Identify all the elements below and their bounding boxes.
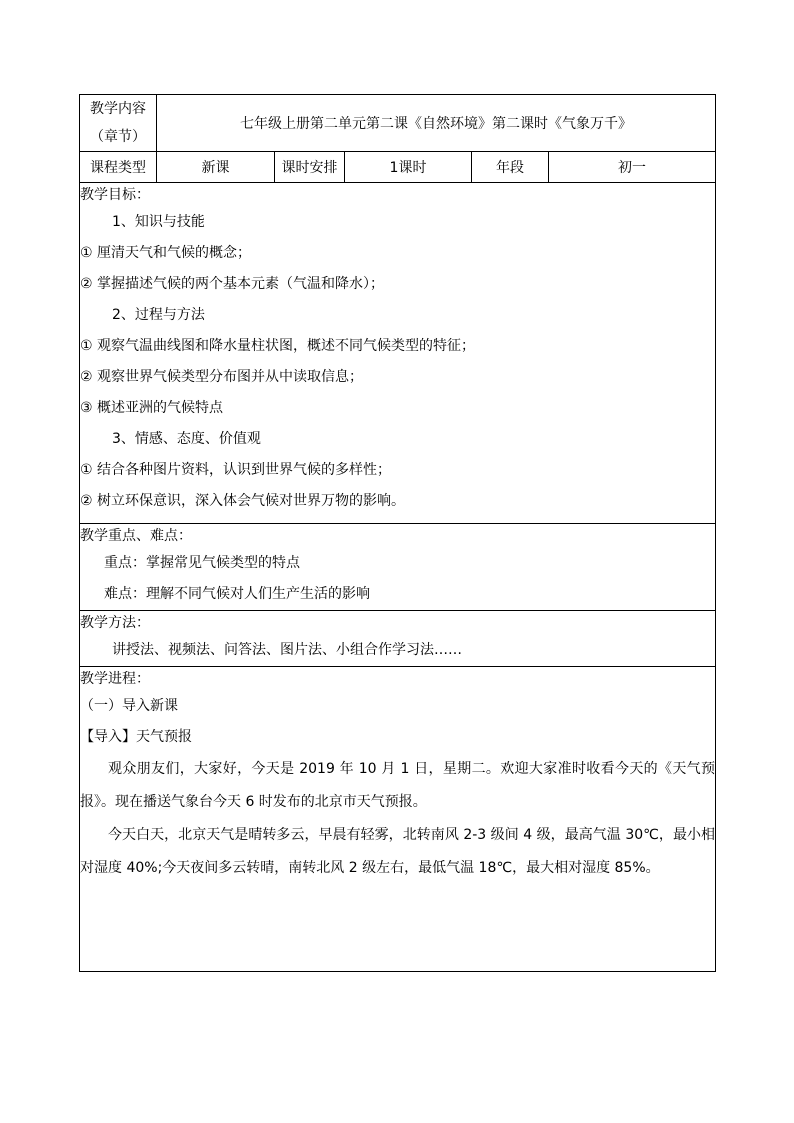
objective-item: ① 厘清天气和气候的概念； — [80, 245, 252, 261]
content-label-line2: （章节） — [90, 129, 146, 145]
objective-item: ② 树立环保意识，深入体会气候对世界万物的影响。 — [80, 493, 405, 509]
intro-title: 天气预报 — [136, 729, 192, 745]
process-row — [80, 667, 716, 972]
objective-item: ① 结合各种图片资料，认识到世界气候的多样性； — [80, 462, 391, 478]
objectives-cell — [80, 183, 716, 524]
info-row — [80, 152, 716, 183]
content-label-cell — [80, 95, 157, 152]
intro-line — [80, 722, 715, 753]
lesson-plan-table — [79, 94, 716, 972]
objective-heading: 1、知识与技能 — [112, 214, 205, 230]
schedule-label: 课时安排 — [275, 152, 345, 183]
grade-label: 年段 — [472, 152, 549, 183]
intro-tag: 【导入】 — [80, 729, 136, 745]
course-type-value: 新课 — [157, 152, 275, 183]
objective-item: ③ 概述亚洲的气候特点 — [80, 400, 224, 416]
methods-title: 教学方法： — [80, 615, 150, 631]
key-points-row — [80, 524, 716, 611]
objective-heading: 3、情感、态度、价值观 — [112, 431, 261, 447]
methods-cell — [80, 611, 716, 667]
objectives-row — [80, 183, 716, 524]
content-value: 七年级上册第二单元第二课《自然环境》第二课时《气象万千》 — [240, 116, 633, 132]
grade-value: 初一 — [549, 152, 716, 183]
weather-paragraph: 今天白天，北京天气是晴转多云，早晨有轻雾，北转南风 2-3 级间 4 级，最高气温 30℃，最小相对湿度 40%;今天夜间多云转晴，南转北风 2 级左右，最低气温 18℃，最大相对湿度 85%。 — [80, 827, 716, 876]
key-points-cell — [80, 524, 716, 611]
process-cell — [80, 667, 716, 972]
intro-paragraph: 观众朋友们，大家好，今天是 2019 年 10 月 1 日，星期二。欢迎大家准时收看今天的《天气预报》。现在播送气象台今天 6 时发布的北京市天气预报。 — [80, 761, 716, 810]
process-step: （一）导入新课 — [80, 698, 178, 714]
key-points-title: 教学重点、难点： — [80, 528, 192, 544]
methods-content: 讲授法、视频法、问答法、图片法、小组合作学习法…… — [112, 642, 462, 658]
objectives-title: 教学目标： — [80, 187, 150, 203]
objective-item: ① 观察气温曲线图和降水量柱状图，概述不同气候类型的特征； — [80, 338, 475, 354]
objective-item: ② 掌握描述气候的两个基本元素（气温和降水）； — [80, 276, 384, 292]
content-row — [80, 95, 716, 152]
objective-heading: 2、过程与方法 — [112, 307, 205, 323]
content-label-line1: 教学内容 — [90, 101, 146, 117]
key-point-focus: 重点：掌握常见气候类型的特点 — [104, 555, 300, 571]
objective-item: ② 观察世界气候类型分布图并从中读取信息； — [80, 369, 363, 385]
methods-row — [80, 611, 716, 667]
process-title: 教学进程： — [80, 671, 150, 687]
content-value-cell — [157, 95, 716, 152]
course-type-label: 课程类型 — [80, 152, 157, 183]
schedule-value: 1课时 — [345, 152, 472, 183]
lesson-plan-page — [79, 94, 715, 972]
key-point-difficulty: 难点：理解不同气候对人们生产生活的影响 — [104, 586, 370, 602]
